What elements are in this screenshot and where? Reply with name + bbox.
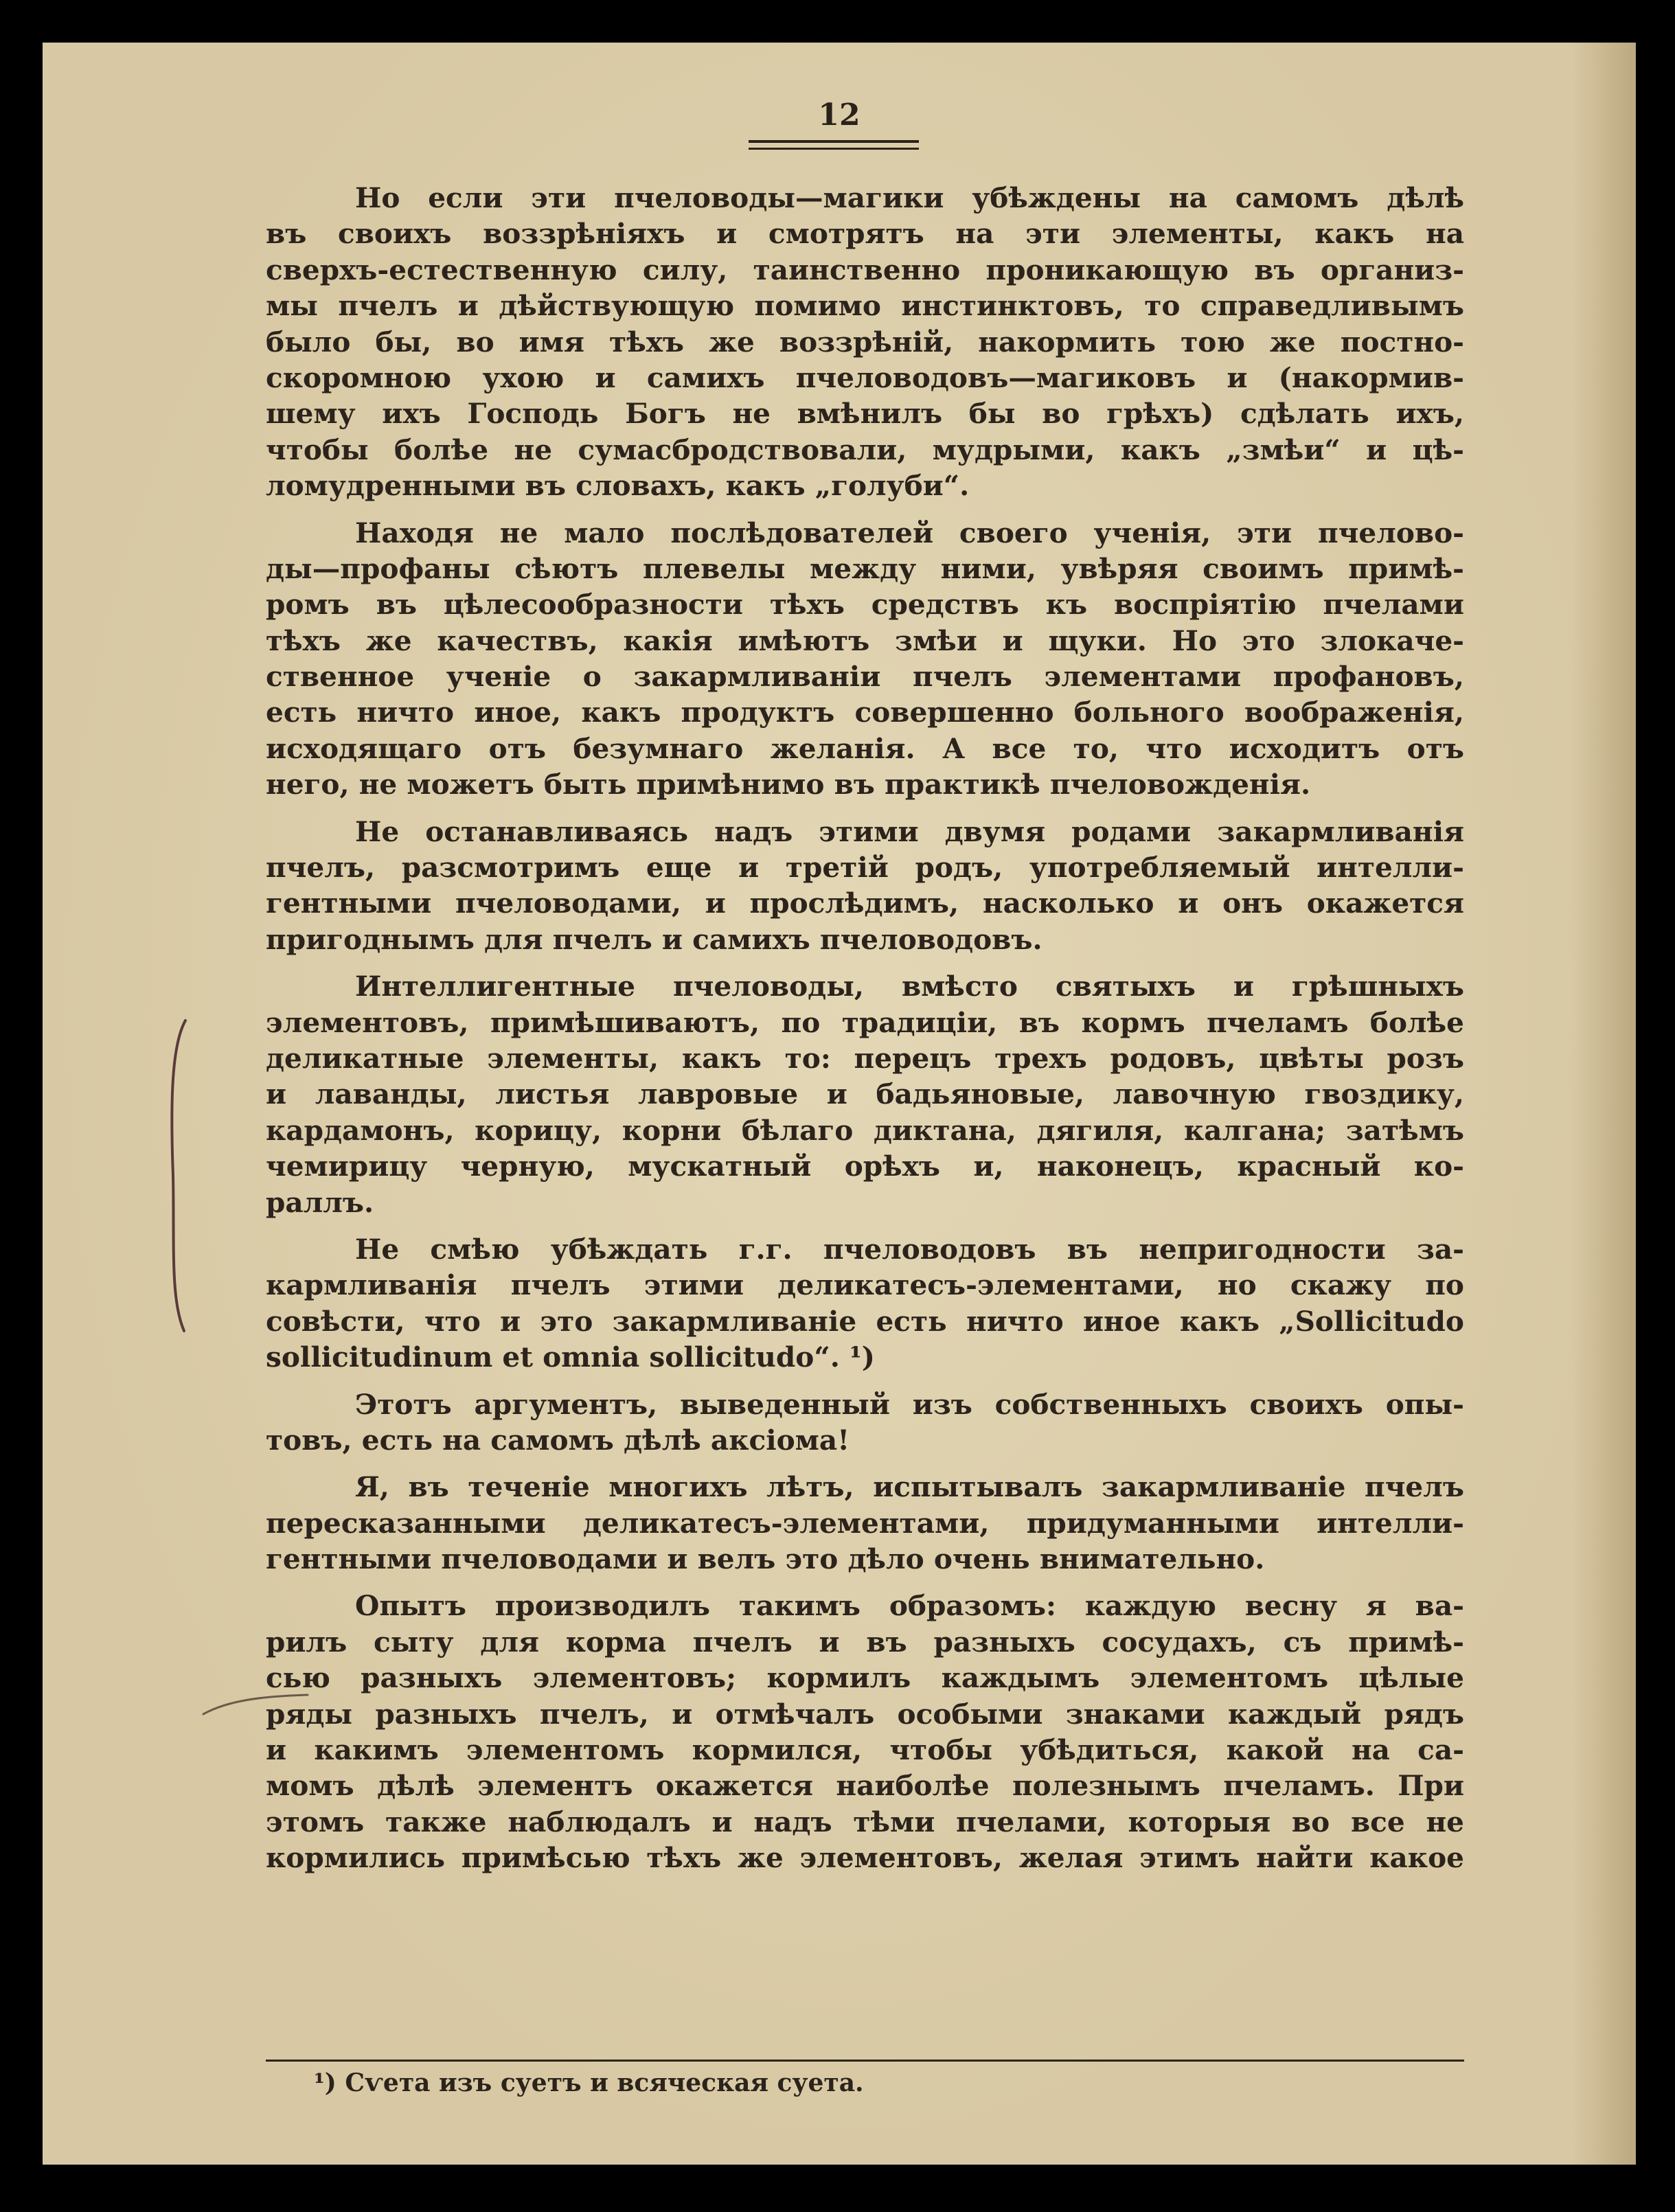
text-line: Интеллигентные пчеловоды, вмѣсто святыхъ и грѣшныхъ [355, 970, 1464, 1003]
text-line: sollicitudinum et omnia sollicitudo“. ¹) [266, 1341, 875, 1374]
text-line: шему ихъ Господь Богъ не вмѣнилъ бы во грѣхъ) сдѣлать ихъ, [266, 397, 1464, 431]
text-line: товъ, есть на самомъ дѣлѣ аксіома! [266, 1423, 850, 1457]
text-line: есть ничто иное, какъ продуктъ совершенно больного воображенія, [266, 696, 1464, 729]
text-line: пчелъ, разсмотримъ еще и третій родъ, употребляемый интелли- [266, 851, 1464, 885]
text-line: Опытъ производилъ такимъ образомъ: каждую весну я ва- [355, 1589, 1464, 1623]
text-line: рилъ сыту для корма пчелъ и въ разныхъ сосудахъ, съ примѣ- [266, 1625, 1464, 1658]
text-line: чемирицу черную, мускатный орѣхъ и, наконецъ, красный ко- [266, 1150, 1464, 1183]
text-line: сью разныхъ элементовъ; кормилъ каждымъ элементомъ цѣлые [266, 1661, 1464, 1695]
page-number-rule-top [749, 140, 919, 143]
text-line: и лаванды, листья лавровые и бадьяновые, лавочную гвоздику, [266, 1078, 1464, 1111]
text-line: этомъ также наблюдалъ и надъ тѣми пчелами, которыя во все не [266, 1805, 1464, 1838]
text-line: кардамонъ, корицу, корни бѣлаго диктана, дягиля, калгана; затѣмъ [266, 1113, 1464, 1147]
text-line: момъ дѣлѣ элементъ окажется наиболѣе полезнымъ пчеламъ. При [266, 1769, 1464, 1803]
text-line: чтобы болѣе не сумасбродствовали, мудрыми, какъ „змѣи“ и цѣ- [266, 433, 1464, 466]
footnote: ¹) Сѵета изъ суетъ и всяческая суета. [314, 2068, 864, 2097]
text-line: Я, въ теченіе многихъ лѣтъ, испытывалъ закармливаніе пчелъ [355, 1470, 1464, 1504]
page-number: 12 [818, 98, 861, 133]
text-line: Не смѣю убѣждать г.г. пчеловодовъ въ непригодности за- [355, 1232, 1464, 1266]
text-line: Не останавливаясь надъ этими двумя родами закармливанія [355, 814, 1464, 848]
text-line: совѣсти, что и это закармливаніе есть ничто иное какъ „Sollicitudo [266, 1304, 1464, 1338]
page-number-rule-bottom [749, 148, 919, 150]
text-line: деликатные элементы, какъ то: перецъ трехъ родовъ, цвѣты розъ [266, 1041, 1464, 1075]
book-page [43, 43, 1636, 2165]
text-line: Находя не мало послѣдователей своего ученія, эти пчелово- [355, 516, 1464, 549]
text-line: сверхъ-естественную силу, таинственно проникающую въ организ- [266, 253, 1464, 286]
text-line: него, не можетъ быть примѣнимо въ практикѣ пчеловожденія. [266, 768, 1311, 801]
page-edge-shadow [1571, 43, 1636, 2165]
text-line: гентными пчеловодами, и прослѣдимъ, насколько и онъ окажется [266, 887, 1464, 920]
body-text [266, 180, 1464, 1876]
text-line: скоромною ухою и самихъ пчеловодовъ—магиковъ и (накормив- [266, 361, 1464, 394]
text-line: тѣхъ же качествъ, какія имѣютъ змѣи и щуки. Но это злокаче- [266, 624, 1464, 657]
text-line: Этотъ аргументъ, выведенный изъ собственныхъ своихъ опы- [355, 1387, 1464, 1421]
text-line: и какимъ элементомъ кормился, чтобы убѣдиться, какой на са- [266, 1733, 1464, 1767]
text-line: пересказанными деликатесъ-элементами, придуманными интелли- [266, 1506, 1464, 1540]
text-line: въ своихъ воззрѣніяхъ и смотрятъ на эти элементы, какъ на [266, 217, 1464, 251]
text-line: элементовъ, примѣшиваютъ, по традиціи, въ кормъ пчеламъ болѣе [266, 1005, 1464, 1039]
text-line: мы пчелъ и дѣйствующую помимо инстинктовъ, то справедливымъ [266, 289, 1464, 323]
text-line: ромъ въ цѣлесообразности тѣхъ средствъ къ воспріятію пчелами [266, 588, 1464, 622]
text-line: ломудренными въ словахъ, какъ „голуби“. [266, 469, 970, 503]
text-line: исходящаго отъ безумнаго желанія. А все то, что исходитъ отъ [266, 731, 1464, 765]
pencil-bracket-mark [166, 1018, 190, 1334]
text-line: ственное ученіе о закармливаніи пчелъ элементами профановъ, [266, 660, 1464, 694]
text-line: ряды разныхъ пчелъ, и отмѣчалъ особыми знаками каждый рядъ [266, 1697, 1464, 1731]
text-line: ды—профаны сѣютъ плевелы между ними, увѣряя своимъ примѣ- [266, 551, 1464, 585]
text-line: кормились примѣсью тѣхъ же элементовъ, желая этимъ найти какое [266, 1841, 1464, 1875]
text-line: пригоднымъ для пчелъ и самихъ пчеловодовъ. [266, 922, 1042, 956]
footnote-rule [266, 2060, 1464, 2062]
text-line: кармливанія пчелъ этими деликатесъ-элементами, но скажу по [266, 1268, 1464, 1302]
text-line: было бы, во имя тѣхъ же воззрѣній, накормить тою же постно- [266, 325, 1464, 358]
text-line: раллъ. [266, 1185, 374, 1219]
text-line: гентными пчеловодами и велъ это дѣло очень внимательно. [266, 1542, 1265, 1576]
text-line: Но если эти пчеловоды—магики убѣждены на самомъ дѣлѣ [355, 181, 1464, 214]
